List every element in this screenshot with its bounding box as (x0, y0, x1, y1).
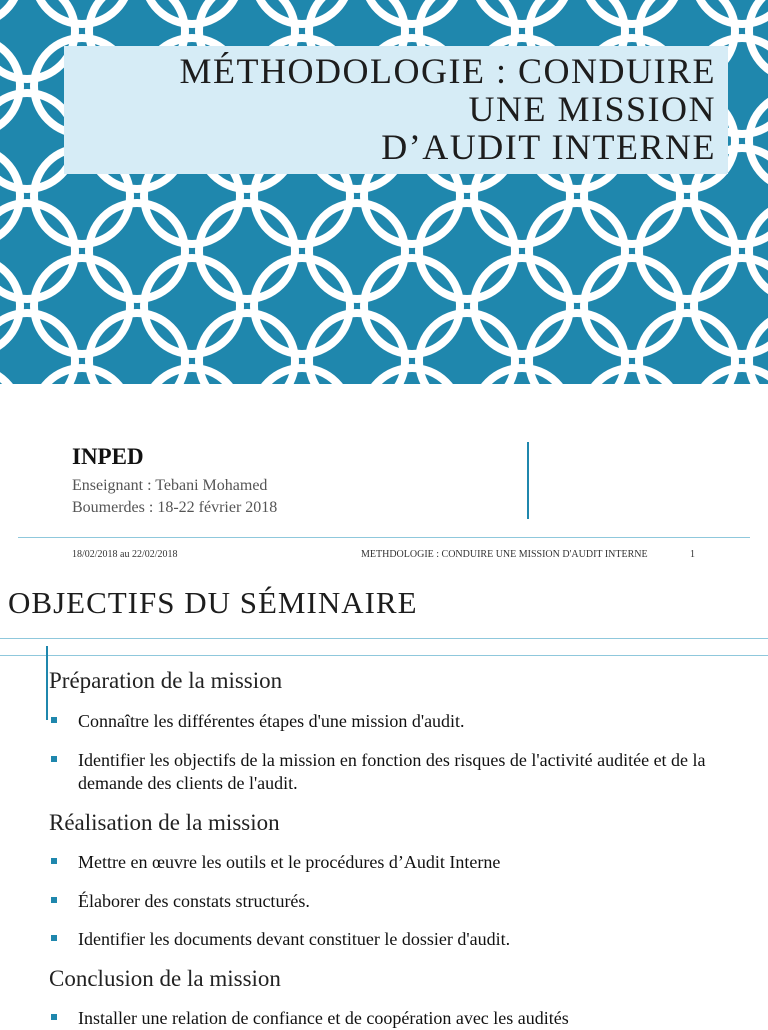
bullet-item (49, 851, 729, 874)
slide-title-line-2: UNE MISSION (468, 89, 716, 129)
bullet-text: Identifier les objectifs de la mission en fonction des risques de l'activité auditée et de la demande des clients de l'audit. (78, 750, 706, 793)
bullet-item (49, 928, 729, 951)
section-heading-preparation: Préparation de la mission (49, 668, 283, 693)
title-rule-bottom (0, 655, 768, 656)
bullet-square-icon (51, 717, 57, 723)
page-number: 1 (690, 549, 695, 560)
bullet-text: Élaborer des constats structurés. (78, 891, 310, 911)
bullet-text: Identifier les documents devant constituer le dossier d'audit. (78, 929, 511, 949)
bullet-item (49, 890, 729, 913)
section-heading-realisation: Réalisation de la mission (49, 810, 280, 835)
teacher-name: Enseignant : Tebani Mohamed (72, 477, 268, 494)
section-heading-conclusion: Conclusion de la mission (49, 966, 281, 991)
slide-title-line-1: MÉTHODOLOGIE : CONDUIRE (179, 51, 716, 91)
bullet-text: Mettre en œuvre les outils et le procédures d’Audit Interne (78, 852, 501, 872)
bullet-text: Connaître les différentes étapes d'une mission d'audit. (78, 711, 465, 731)
bullet-square-icon (51, 897, 57, 903)
footer-divider (18, 537, 750, 538)
organization-name: INPED (72, 444, 144, 469)
bullet-square-icon (51, 858, 57, 864)
footer-date: 18/02/2018 au 22/02/2018 (72, 549, 178, 560)
bullet-square-icon (51, 756, 57, 762)
slide-2-title: OBJECTIFS DU SÉMINAIRE (8, 585, 418, 620)
bullet-square-icon (51, 1014, 57, 1020)
title-box (64, 46, 728, 174)
bullet-item (49, 1007, 729, 1030)
bullet-text: Installer une relation de confiance et de coopération avec les audités (78, 1008, 569, 1028)
bullet-item (49, 749, 729, 795)
bullet-item (49, 710, 729, 733)
accent-divider-2 (46, 646, 48, 720)
accent-divider (527, 442, 529, 519)
bullet-square-icon (51, 935, 57, 941)
place-and-date: Boumerdes : 18-22 février 2018 (72, 499, 278, 516)
title-rule-top (0, 638, 768, 639)
footer-title: METHDOLOGIE : CONDUIRE UNE MISSION D'AUDIT INTERNE (361, 549, 648, 560)
slide-title-line-3: D’AUDIT INTERNE (381, 127, 716, 167)
